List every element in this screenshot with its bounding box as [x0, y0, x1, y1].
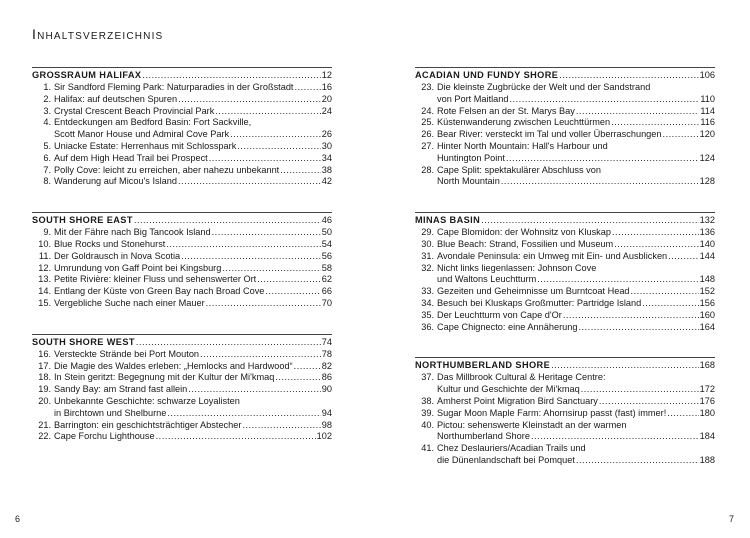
entry-line: [415, 263, 715, 275]
entry-title: Northumberland Shore: [437, 431, 530, 442]
entry-line: [415, 82, 715, 94]
toc-entry[interactable]: [32, 251, 332, 263]
leader-dots: [237, 141, 320, 153]
entry-number: 25.: [421, 117, 434, 128]
entry-page: 156: [699, 297, 715, 308]
entry-title: Der Goldrausch in Nova Scotia: [54, 250, 181, 261]
toc-entry[interactable]: [32, 420, 332, 432]
entry-page: 94: [321, 407, 332, 418]
toc-entry[interactable]: [415, 117, 715, 129]
entry-line: [32, 431, 332, 443]
entry-line: [32, 165, 332, 177]
entry-page: 58: [321, 262, 332, 273]
entry-number: 24.: [421, 105, 434, 116]
leader-dots: [642, 298, 698, 310]
toc-entry[interactable]: [32, 106, 332, 118]
entry-page: 176: [699, 395, 715, 406]
entry-title: Auf dem High Head Trail bei Prospect: [54, 152, 208, 163]
leader-dots: [576, 106, 699, 118]
entry-title: Mit der Fähre nach Big Tancook Island: [54, 227, 211, 238]
entry-page: 98: [321, 419, 332, 430]
entry-title: Cape Chignecto: eine Annäherung: [437, 321, 578, 332]
toc-entry[interactable]: [415, 396, 715, 408]
entry-number: 31.: [421, 250, 434, 261]
entry-page: 160: [699, 309, 715, 320]
toc-entry[interactable]: [32, 165, 332, 177]
section-page: 46: [321, 215, 332, 226]
entry-number: 38.: [421, 395, 434, 406]
section-heading[interactable]: [415, 357, 715, 371]
entry-line: [415, 396, 715, 408]
entry-number: 2.: [43, 93, 51, 104]
section-name: NORTHUMBERLAND SHORE: [415, 360, 551, 371]
entry-page: 70: [321, 297, 332, 308]
entry-number: 32.: [421, 262, 434, 273]
entry-number: 39.: [421, 407, 434, 418]
toc-entry[interactable]: [415, 420, 715, 444]
entry-title: Bear River: versteckt im Tal und voller Überraschungen: [437, 129, 662, 140]
entry-line: [32, 106, 332, 118]
toc-entry[interactable]: [415, 372, 715, 396]
entry-line: [32, 82, 332, 94]
entry-number: 7.: [43, 164, 51, 175]
entry-title: Sugar Moon Maple Farm: Ahornsirup passt (fast) immer!: [437, 407, 667, 418]
toc-entry[interactable]: [32, 239, 332, 251]
entry-line: [415, 153, 715, 165]
entry-number: 4.: [43, 117, 51, 128]
leader-dots: [481, 214, 699, 226]
section-name: SOUTH SHORE WEST: [32, 336, 135, 347]
leader-dots: [181, 251, 321, 263]
entry-line: [415, 227, 715, 239]
entry-title: Sir Sandford Fleming Park: Naturparadies in der Großstadt: [54, 82, 294, 92]
leader-dots: [136, 336, 321, 348]
toc-entry[interactable]: [32, 286, 332, 298]
entry-line: [415, 94, 715, 106]
entry-line: [32, 239, 332, 251]
leader-dots: [206, 298, 321, 310]
entry-line: [415, 310, 715, 322]
entry-number: 19.: [38, 384, 51, 395]
leader-dots: [578, 322, 698, 334]
entry-page: 148: [699, 274, 715, 285]
entry-page: 140: [699, 238, 715, 249]
entry-line: [415, 298, 715, 310]
toc-section: [32, 67, 332, 188]
entry-title: Scott Manor House und Admiral Cove Park: [54, 129, 230, 140]
section-heading[interactable]: [415, 212, 715, 226]
leader-dots: [265, 286, 320, 298]
entry-page: 50: [321, 227, 332, 238]
entry-number: 9.: [43, 227, 51, 238]
entry-number: 14.: [38, 286, 51, 297]
entry-title: Uniacke Estate: Herrenhaus mit Schlosspark: [54, 140, 237, 151]
section-name: ACADIAN UND FUNDY SHORE: [415, 70, 559, 80]
entry-number: 22.: [38, 431, 51, 442]
entry-title: in Birchtown und Shelburne: [54, 407, 167, 418]
toc-entry[interactable]: [415, 239, 715, 251]
leader-dots: [275, 372, 320, 384]
toc-entry[interactable]: [415, 106, 715, 118]
entry-line: [32, 274, 332, 286]
toc-entry[interactable]: [32, 94, 332, 106]
entry-line: [32, 396, 332, 408]
entry-title: Huntington Point: [437, 152, 505, 163]
toc-section: [415, 67, 715, 188]
entry-title: Gezeiten und Geheimnisse um Burntcoat Head: [437, 286, 630, 297]
toc-entry[interactable]: [415, 298, 715, 310]
leader-dots: [200, 349, 321, 361]
leader-dots: [614, 239, 698, 251]
entry-number: 10.: [38, 238, 51, 249]
entry-number: 16.: [38, 348, 51, 359]
entry-title: Der Leuchtturm von Cape d'Or: [437, 309, 562, 320]
entry-line: [32, 227, 332, 239]
entry-line: [415, 141, 715, 153]
leader-dots: [156, 431, 316, 443]
toc-entry[interactable]: [32, 153, 332, 165]
toc-entry[interactable]: [415, 263, 715, 287]
entry-title: Pictou: sehenswerte Kleinstadt an der warmen: [437, 419, 627, 430]
leader-dots: [280, 165, 321, 177]
entry-number: 3.: [43, 105, 51, 116]
entry-line: [32, 286, 332, 298]
entry-title: Cape Blomidon: der Wohnsitz von Kluskap: [437, 227, 611, 238]
entry-number: 27.: [421, 140, 434, 151]
toc-entry[interactable]: [32, 82, 332, 94]
entry-page: 120: [699, 129, 715, 140]
toc-entry[interactable]: [415, 251, 715, 263]
entry-page: 30: [321, 140, 332, 151]
leader-dots: [667, 408, 698, 420]
entry-page: 16: [321, 82, 332, 92]
toc-entry[interactable]: [32, 263, 332, 275]
leader-dots: [295, 82, 321, 94]
leader-dots: [134, 214, 321, 226]
leader-dots: [178, 176, 321, 188]
toc-entry[interactable]: [415, 129, 715, 141]
toc-entry[interactable]: [415, 227, 715, 239]
entry-line: [415, 165, 715, 177]
toc-section: [32, 334, 332, 443]
entry-number: 8.: [43, 176, 51, 187]
entry-line: [32, 251, 332, 263]
entry-line: [415, 384, 715, 396]
entry-number: 15.: [38, 297, 51, 308]
entry-number: 17.: [38, 360, 51, 371]
entry-number: 40.: [421, 419, 434, 430]
section-page: 74: [321, 336, 332, 347]
entry-line: [32, 298, 332, 310]
entry-line: [415, 286, 715, 298]
leader-dots: [188, 384, 320, 396]
entry-line: [32, 117, 332, 129]
section-name: MINAS BASIN: [415, 215, 481, 226]
leader-dots: [209, 153, 321, 165]
entry-title: Amherst Point Migration Bird Sanctuary: [437, 395, 598, 406]
toc-entry[interactable]: [32, 361, 332, 373]
entry-number: 37.: [421, 372, 434, 383]
entry-page: 34: [321, 152, 332, 163]
entry-title: Entdeckungen am Bedford Basin: Fort Sackville,: [54, 117, 252, 128]
entry-number: 35.: [421, 309, 434, 320]
entry-title: von Port Maitland: [437, 93, 509, 104]
leader-dots: [599, 396, 699, 408]
entry-line: [415, 239, 715, 251]
leader-dots: [668, 251, 698, 263]
entry-line: [415, 322, 715, 334]
entry-line: [32, 361, 332, 373]
toc-entry[interactable]: [32, 372, 332, 384]
entry-title: Rote Felsen an der St. Marys Bay: [437, 105, 575, 116]
entry-line: [32, 263, 332, 275]
leader-dots: [551, 359, 699, 371]
leader-dots: [222, 263, 320, 275]
toc-entry[interactable]: [415, 322, 715, 334]
entry-title: Sandy Bay: am Strand fast allein: [54, 384, 188, 395]
toc-entry[interactable]: [415, 408, 715, 420]
entry-title: Das Millbrook Cultural & Heritage Centre:: [437, 372, 606, 383]
entry-line: [415, 372, 715, 384]
section-heading[interactable]: [32, 334, 332, 348]
section-page: 168: [699, 360, 715, 371]
entry-page: 172: [699, 384, 715, 395]
entry-line: [32, 384, 332, 396]
entry-line: [32, 349, 332, 361]
toc-right-column: [415, 67, 715, 491]
entry-title: Besuch bei Kluskaps Großmutter: Partridge Island: [437, 297, 642, 308]
leader-dots: [167, 408, 320, 420]
toc-entry[interactable]: [415, 310, 715, 322]
section-heading[interactable]: [32, 212, 332, 226]
entry-title: Vergebliche Suche nach einer Mauer: [54, 297, 205, 308]
entry-line: [32, 408, 332, 420]
entry-page: 20: [321, 93, 332, 104]
entry-number: 20.: [38, 395, 51, 406]
leader-dots: [559, 69, 698, 81]
entry-title: Cape Split: spektakulärer Abschluss von: [437, 164, 601, 175]
entry-line: [415, 176, 715, 188]
entry-title: Blue Beach: Strand, Fossilien und Museum: [437, 238, 614, 249]
page-number-left: 6: [15, 514, 21, 524]
entry-title: Avondale Peninsula: ein Umweg mit Ein- und Ausblicken: [437, 250, 668, 261]
leader-dots: [501, 176, 699, 188]
entry-title: und Waltons Leuchtturm: [437, 274, 537, 285]
entry-title: Entlang der Küste von Green Bay nach Broad Cove: [54, 286, 265, 297]
entry-number: 6.: [43, 152, 51, 163]
entry-title: Kultur und Geschichte der Mi'kmaq: [437, 384, 580, 395]
entry-page: 26: [321, 129, 332, 140]
leader-dots: [611, 117, 699, 129]
entry-number: 21.: [38, 419, 51, 430]
toc-entry[interactable]: [415, 141, 715, 165]
leader-dots: [212, 227, 321, 239]
entry-line: [32, 141, 332, 153]
entry-number: 1.: [43, 82, 51, 92]
entry-line: [415, 420, 715, 432]
entry-number: 5.: [43, 140, 51, 151]
entry-title: Umrundung von Gaff Point bei Kingsburg: [54, 262, 222, 273]
entry-number: 11.: [38, 250, 51, 261]
toc-entry[interactable]: [415, 286, 715, 298]
entry-title: die Dünenlandschaft bei Pomquet: [437, 454, 575, 465]
leader-dots: [581, 384, 699, 396]
entry-title: Die kleinste Zugbrücke der Welt und der Sandstrand: [437, 82, 651, 92]
section-heading[interactable]: [32, 67, 332, 81]
entry-page: 62: [321, 274, 332, 285]
entry-title: Barrington: ein geschichtsträchtiger Abstecher: [54, 419, 242, 430]
page-title: Inhaltsverzeichnis: [32, 26, 164, 42]
section-name: GROSSRAUM HALIFAX: [32, 70, 142, 80]
leader-dots: [563, 310, 699, 322]
toc-entry[interactable]: [32, 298, 332, 310]
leader-dots: [531, 431, 699, 443]
entry-title: Wanderung auf Micou's Island: [54, 176, 177, 187]
toc-entry[interactable]: [415, 165, 715, 189]
entry-number: 34.: [421, 297, 434, 308]
entry-title: In Stein geritzt: Begegnung mit der Kultur der Mi'kmaq: [54, 372, 275, 383]
entry-title: Die Magie des Waldes erleben: „Hemlocks and Hardwood“: [54, 360, 293, 371]
entry-line: [415, 455, 715, 467]
leader-dots: [612, 227, 699, 239]
entry-title: North Mountain: [437, 176, 500, 187]
toc-entry[interactable]: [32, 431, 332, 443]
section-page: 132: [699, 215, 715, 226]
leader-dots: [510, 94, 700, 106]
entry-number: 33.: [421, 286, 434, 297]
page-number-right: 7: [728, 514, 734, 524]
entry-number: 18.: [38, 372, 51, 383]
leader-dots: [631, 286, 699, 298]
leader-dots: [142, 69, 320, 81]
entry-page: 124: [699, 152, 715, 163]
leader-dots: [663, 129, 699, 141]
entry-number: 12.: [38, 262, 51, 273]
entry-line: [32, 372, 332, 384]
toc-entry[interactable]: [32, 274, 332, 286]
entry-line: [32, 420, 332, 432]
entry-page: 86: [321, 372, 332, 383]
toc-entry[interactable]: [32, 349, 332, 361]
entry-page: 110: [700, 93, 715, 104]
leader-dots: [294, 361, 321, 373]
toc-entry[interactable]: [32, 117, 332, 141]
entry-title: Cape Forchu Lighthouse: [54, 431, 155, 442]
section-name: SOUTH SHORE EAST: [32, 215, 133, 226]
entry-page: 116: [700, 117, 715, 128]
entry-line: [415, 443, 715, 455]
toc-entry[interactable]: [415, 443, 715, 467]
entry-line: [32, 94, 332, 106]
entry-line: [415, 106, 715, 118]
entry-line: [415, 431, 715, 443]
entry-line: [32, 153, 332, 165]
entry-page: 152: [699, 286, 715, 297]
entry-page: 136: [699, 227, 715, 238]
entry-page: 102: [316, 431, 332, 442]
entry-title: Petite Rivière: kleiner Fluss und sehenswerter Ort: [54, 274, 257, 285]
section-heading[interactable]: [415, 67, 715, 81]
entry-page: 188: [699, 454, 715, 465]
entry-page: 54: [321, 238, 332, 249]
toc-section: [415, 212, 715, 333]
leader-dots: [576, 455, 699, 467]
entry-title: Küstenwanderung zwischen Leuchttürmen: [437, 117, 611, 128]
entry-page: 66: [321, 286, 332, 297]
entry-page: 114: [700, 105, 715, 116]
entry-title: Polly Cove: leicht zu erreichen, aber nahezu unbekannt: [54, 164, 280, 175]
entry-page: 144: [699, 250, 715, 261]
entry-title: Halifax: auf deutschen Spuren: [54, 93, 178, 104]
entry-number: 28.: [421, 164, 434, 175]
leader-dots: [257, 274, 321, 286]
entry-page: 42: [321, 176, 332, 187]
entry-number: 13.: [38, 274, 51, 285]
entry-title: Chez Deslauriers/Acadian Trails und: [437, 443, 586, 454]
entry-page: 128: [699, 176, 715, 187]
entry-page: 90: [321, 384, 332, 395]
entry-title: Versteckte Strände bei Port Mouton: [54, 348, 200, 359]
leader-dots: [230, 129, 321, 141]
entry-page: 24: [321, 105, 332, 116]
toc-entry[interactable]: [32, 227, 332, 239]
section-page: 106: [699, 70, 715, 80]
leader-dots: [242, 420, 320, 432]
toc-entry[interactable]: [32, 176, 332, 188]
toc-entry[interactable]: [32, 141, 332, 153]
entry-title: Blue Rocks und Stonehurst: [54, 238, 166, 249]
entry-page: 184: [699, 431, 715, 442]
toc-left-column: [32, 67, 332, 467]
entry-number: 36.: [421, 321, 434, 332]
entry-line: [415, 117, 715, 129]
entry-line: [415, 274, 715, 286]
entry-line: [32, 129, 332, 141]
entry-line: [415, 251, 715, 263]
toc-section: [32, 212, 332, 310]
entry-page: 78: [321, 348, 332, 359]
entry-title: Hinter North Mountain: Hall's Harbour und: [437, 140, 608, 151]
entry-title: Unbekannte Geschichte: schwarze Loyalisten: [54, 395, 240, 406]
toc-entry[interactable]: [32, 396, 332, 420]
entry-page: 56: [321, 250, 332, 261]
entry-number: 29.: [421, 227, 434, 238]
entry-line: [415, 129, 715, 141]
section-page: 12: [321, 70, 332, 80]
entry-page: 164: [699, 321, 715, 332]
leader-dots: [506, 153, 699, 165]
entry-line: [415, 408, 715, 420]
toc-entry[interactable]: [32, 384, 332, 396]
leader-dots: [166, 239, 320, 251]
entry-page: 180: [699, 407, 715, 418]
entry-page: 38: [321, 164, 332, 175]
entry-page: 82: [321, 360, 332, 371]
leader-dots: [178, 94, 321, 106]
toc-entry[interactable]: [415, 82, 715, 106]
entry-number: 41.: [421, 443, 434, 454]
entry-number: 26.: [421, 129, 434, 140]
toc-section: [415, 357, 715, 466]
leader-dots: [537, 274, 698, 286]
entry-number: 30.: [421, 238, 434, 249]
entry-line: [32, 176, 332, 188]
entry-number: 23.: [421, 82, 434, 92]
entry-title: Crystal Crescent Beach Provincial Park: [54, 105, 215, 116]
entry-title: Nicht links liegenlassen: Johnson Cove: [437, 262, 597, 273]
leader-dots: [215, 106, 320, 118]
